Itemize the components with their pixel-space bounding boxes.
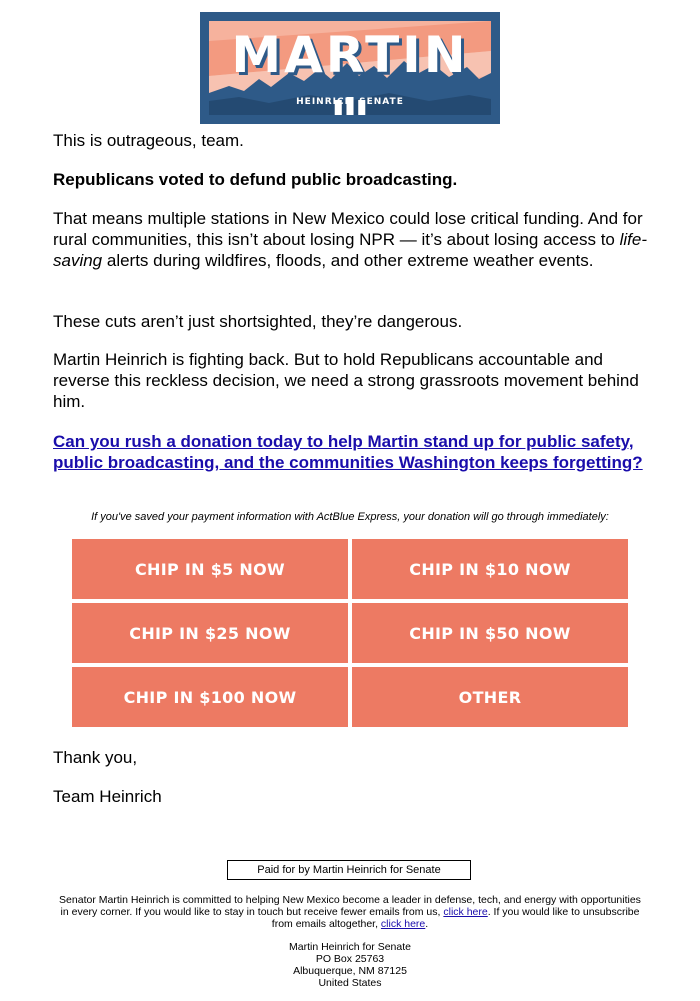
signature: Team Heinrich	[53, 787, 162, 806]
footer-legal-text	[55, 894, 645, 930]
address-line-name: Martin Heinrich for Senate	[289, 941, 411, 953]
address-line-city: Albuquerque, NM 87125	[293, 965, 407, 977]
donation-cta-link[interactable]: Can you rush a donation today to help Martin stand up for public safety, public broadcasting, and the communities Washington keeps forgetting?	[53, 432, 643, 472]
paragraph-fighting-back: Martin Heinrich is fighting back. But to hold Republicans accountable and reverse this reckless decision, we need a strong grassroots movement behind him.	[53, 350, 639, 411]
actblue-express-note: If you've saved your payment information with ActBlue Express, your donation will go through immediately:	[91, 511, 609, 523]
chip-in-5-button[interactable]: CHIP IN $5 NOW	[72, 539, 348, 599]
paragraph-funding	[53, 208, 653, 271]
logo-subtitle	[209, 97, 491, 107]
paragraph-funding-a: That means multiple stations in New Mexico could lose critical funding. And for rural communities, this isn’t about losing NPR — it’s about losing access to	[53, 209, 643, 249]
zia-sun-icon	[209, 97, 491, 115]
logo-title: MARTIN	[231, 26, 469, 84]
headline: Republicans voted to defund public broadcasting.	[53, 170, 458, 189]
logo-left-text: HEINRICH	[296, 97, 354, 107]
paragraph-funding-emphasis: life-saving	[53, 230, 648, 270]
logo-banner	[209, 21, 491, 115]
paragraph-dangerous: These cuts aren’t just shortsighted, they’re dangerous.	[53, 312, 463, 331]
fewer-emails-link[interactable]: click here	[443, 906, 488, 918]
donate-button-grid	[72, 539, 628, 727]
address-line-po-box: PO Box 25763	[315, 953, 385, 965]
chip-in-10-button[interactable]: CHIP IN $10 NOW	[352, 539, 628, 599]
donation-cta-paragraph	[53, 431, 653, 473]
legal-text-b: . If you would like to unsubscribe from emails altogether,	[271, 906, 640, 930]
chip-in-25-button[interactable]: CHIP IN $25 NOW	[72, 603, 348, 663]
unsubscribe-link[interactable]: click here	[380, 918, 426, 930]
sign-off: Thank you,	[53, 748, 138, 767]
address-line-country: United States	[318, 977, 382, 989]
paid-for-disclaimer: Paid for by Martin Heinrich for Senate	[227, 860, 471, 880]
legal-text-a: Senator Martin Heinrich is committed to helping New Mexico become a leader in defense, tech, and energy with opportunities in every corner. If you would like to stay in touch but receive fewer emails from us,	[59, 894, 641, 918]
greeting: This is outrageous, team.	[53, 131, 244, 150]
logo-right-text: SENATE	[359, 97, 404, 107]
chip-in-50-button[interactable]: CHIP IN $50 NOW	[352, 603, 628, 663]
chip-in-100-button[interactable]: CHIP IN $100 NOW	[72, 667, 348, 727]
mailing-address	[0, 941, 700, 989]
other-amount-button[interactable]: OTHER	[352, 667, 628, 727]
campaign-logo	[200, 12, 500, 124]
paragraph-funding-b: alerts during wildfires, floods, and other extreme weather events.	[102, 251, 594, 270]
legal-text-c: .	[425, 918, 429, 930]
